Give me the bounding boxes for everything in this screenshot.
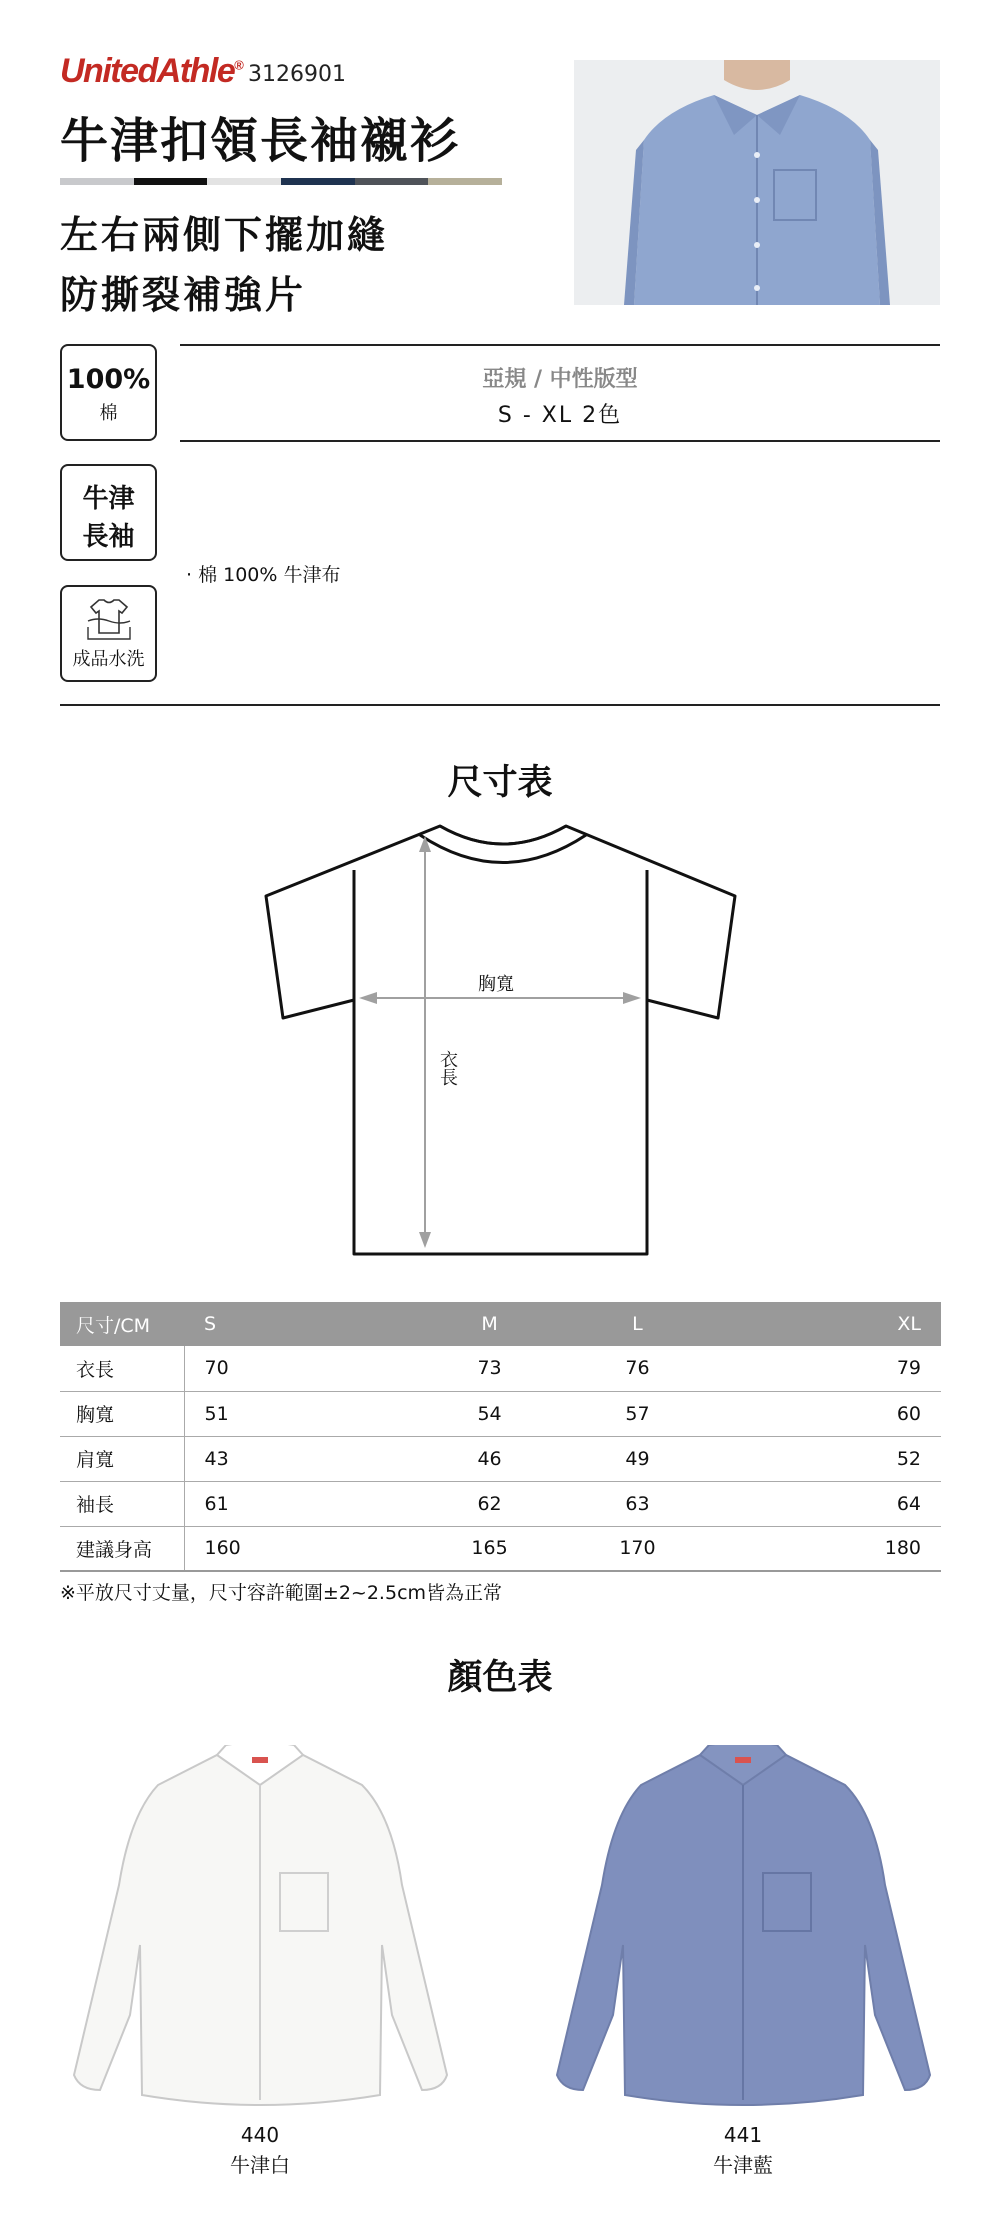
color-item-white <box>110 2120 410 2180</box>
product-title: 牛津扣領長袖襯衫 <box>60 113 461 169</box>
size-table <box>60 1302 941 1572</box>
color-item-blue <box>593 2120 893 2180</box>
row-label: 肩寬 <box>60 1436 184 1481</box>
section-divider <box>60 704 940 706</box>
material-spec: ‧ 棉 100% 牛津布 <box>186 564 341 586</box>
fit-type: 亞規 / 中性版型 <box>482 367 638 392</box>
table-cell: 57 <box>564 1391 712 1436</box>
table-row <box>60 1526 941 1571</box>
size-table-header <box>60 1302 941 1346</box>
table-row <box>60 1346 941 1391</box>
garment-wash-icon <box>86 597 132 641</box>
table-cell: 64 <box>711 1481 941 1526</box>
color-chart-heading: 顏色表 <box>447 1658 553 1698</box>
wash-badge <box>60 585 157 682</box>
swatch-1 <box>60 178 134 185</box>
table-cell: 62 <box>416 1481 564 1526</box>
color-name: 牛津白 <box>230 2153 290 2177</box>
color-code: 441 <box>723 2123 763 2147</box>
color-swatch-bar <box>60 178 502 185</box>
fabric-badge <box>60 464 157 561</box>
table-cell: 76 <box>564 1346 712 1391</box>
table-cell: 73 <box>416 1346 564 1391</box>
cotton-label: 棉 <box>99 403 118 424</box>
product-code: 3126901 <box>248 62 346 87</box>
table-cell: 54 <box>416 1391 564 1436</box>
table-row <box>60 1481 941 1526</box>
table-cell: 51 <box>184 1391 416 1436</box>
size-col-header-m: M <box>416 1302 564 1346</box>
size-col-header-s: S <box>184 1302 416 1346</box>
swatch-3 <box>207 178 281 185</box>
spec-divider-mid <box>180 440 940 442</box>
cotton-percent: 100% <box>66 364 151 395</box>
fabric-badge-line-1: 牛津 <box>82 484 135 514</box>
color-name: 牛津藍 <box>713 2153 773 2177</box>
spec-divider-top <box>180 344 940 346</box>
fabric-badge-line-2: 長袖 <box>82 522 135 552</box>
table-cell: 70 <box>184 1346 416 1391</box>
brand-logo: UnitedAthle® <box>60 52 243 90</box>
table-cell: 43 <box>184 1436 416 1481</box>
body-length-label: 衣長 <box>437 1050 458 1086</box>
measurement-note: ※平放尺寸丈量，尺寸容許範圍±2~2.5cm皆為正常 <box>60 1582 503 1604</box>
swatch-6 <box>428 178 502 185</box>
model-photo <box>574 60 940 305</box>
table-cell: 170 <box>564 1526 712 1571</box>
swatch-4 <box>281 178 355 185</box>
table-cell: 79 <box>711 1346 941 1391</box>
cotton-badge <box>60 344 157 441</box>
size-range: S - XL 2色 <box>497 403 623 428</box>
table-row <box>60 1436 941 1481</box>
chest-width-label: 胸寬 <box>478 974 514 995</box>
row-label: 袖長 <box>60 1481 184 1526</box>
wash-badge-label: 成品水洗 <box>72 649 145 670</box>
table-cell: 60 <box>711 1391 941 1436</box>
table-cell: 49 <box>564 1436 712 1481</box>
size-col-header-unit: 尺寸/CM <box>60 1302 184 1346</box>
table-cell: 160 <box>184 1526 416 1571</box>
shirt-blue-image <box>545 1745 940 2120</box>
table-cell: 180 <box>711 1526 941 1571</box>
table-cell: 63 <box>564 1481 712 1526</box>
swatch-5 <box>355 178 429 185</box>
size-diagram <box>255 822 745 1262</box>
shirt-white-image <box>62 1745 457 2120</box>
color-code: 440 <box>240 2123 280 2147</box>
table-cell: 52 <box>711 1436 941 1481</box>
tagline <box>60 205 388 325</box>
tagline-line-1: 左右兩側下擺加縫 <box>60 213 389 257</box>
size-col-header-xl: XL <box>711 1302 941 1346</box>
size-col-header-l: L <box>564 1302 712 1346</box>
table-row <box>60 1391 941 1436</box>
row-label: 胸寬 <box>60 1391 184 1436</box>
swatch-2 <box>134 178 208 185</box>
row-label: 建議身高 <box>60 1526 184 1571</box>
table-cell: 61 <box>184 1481 416 1526</box>
size-chart-heading: 尺寸表 <box>447 763 553 803</box>
table-cell: 46 <box>416 1436 564 1481</box>
row-label: 衣長 <box>60 1346 184 1391</box>
tagline-line-2: 防撕裂補強片 <box>60 273 307 317</box>
table-cell: 165 <box>416 1526 564 1571</box>
